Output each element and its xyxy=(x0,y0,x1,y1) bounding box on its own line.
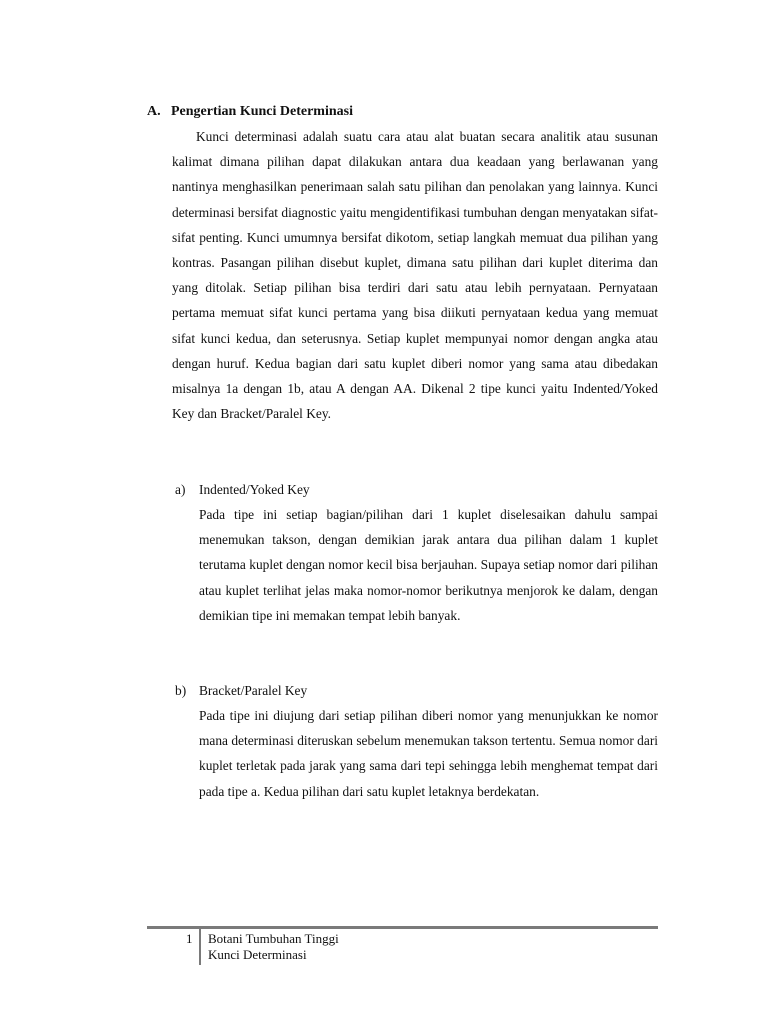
footer-text xyxy=(208,931,339,963)
footer-vertical-divider xyxy=(199,929,201,965)
footer-page-number: 1 xyxy=(186,931,193,946)
footer-line-1: Botani Tumbuhan Tinggi xyxy=(208,931,339,946)
subsection-b-paragraph: Pada tipe ini diujung dari setiap pilihan diberi nomor yang menunjukkan ke nomor mana determinasi diteruskan sebelum menemukan takson tertentu. Semua nomor dari kuplet terletak pada jarak yang sama dari tepi sehingga lebih menghemat tempat dari pada tipe a. Kedua pilihan dari satu kuplet letaknya berdekatan. xyxy=(199,708,658,799)
subsection-b-title: Bracket/Paralel Key xyxy=(199,683,308,698)
footer-line-2: Kunci Determinasi xyxy=(208,947,307,962)
subsection-b-heading xyxy=(175,681,307,701)
subsection-a-heading xyxy=(175,480,310,500)
section-title: Pengertian Kunci Determinasi xyxy=(171,104,353,119)
footer-divider xyxy=(147,926,658,929)
section-heading xyxy=(147,102,353,122)
subsection-a-paragraph: Pada tipe ini setiap bagian/pilihan dari 1 kuplet diselesaikan dahulu sampai menemukan takson, dengan demikian jarak antara dua pilihan dalam 1 kuplet terutama kuplet dengan nomor kecil bisa berjauhan. Supaya setiap nomor dari pilihan atau kuplet terlihat jelas maka nomor-nomor berikutnya menjorok ke dalam, dengan demikian tipe ini memakan tempat lebih banyak. xyxy=(199,507,658,623)
section-number: A. xyxy=(147,104,161,119)
subsection-a-letter: a) xyxy=(175,482,186,497)
subsection-b-letter: b) xyxy=(175,683,187,698)
section-paragraph: Kunci determinasi adalah suatu cara atau alat buatan secara analitik atau susunan kalimat dimana pilihan dapat dilakukan antara dua keadaan yang berlawanan yang nantinya menghasilkan penerimaan salah satu pilihan dan penolakan yang lainnya. Kunci determinasi bersifat diagnostic yaitu mengidentifikasi tumbuhan dengan menyatakan sifat-sifat penting. Kunci umumnya bersifat dikotom, setiap langkah memuat dua pilihan yang kontras. Pasangan pilihan disebut kuplet, dimana satu pilihan dari kuplet diterima dan yang ditolak. Setiap pilihan bisa terdiri dari satu atau lebih pernyataan. Pernyataan pertama memuat sifat kunci pertama yang bisa diikuti pernyataan kedua yang memuat sifat kunci kedua, dan seterusnya. Setiap kuplet mempunyai nomor dengan angka atau dengan huruf. Kedua bagian dari satu kuplet diberi nomor yang sama atau dibedakan misalnya 1a dengan 1b, atau A dengan AA. Dikenal 2 tipe kunci yaitu Indented/Yoked Key dan Bracket/Paralel Key. xyxy=(172,129,658,422)
subsection-a-title: Indented/Yoked Key xyxy=(199,482,310,497)
